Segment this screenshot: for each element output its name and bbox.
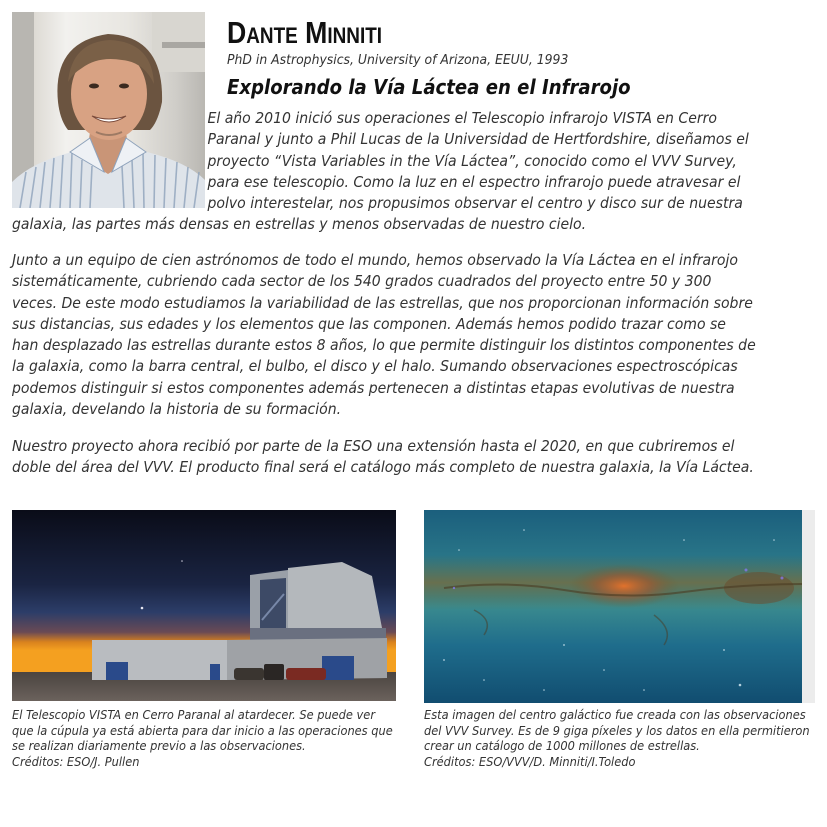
paragraph-line: galaxia, las partes más densas en estrellas y menos observadas de nuestro cielo. [12,215,587,234]
article-title: Explorando la Vía Láctea en el Infrarojo [227,75,631,99]
caption-line: que la cúpula ya está abierta para dar inicio a las operaciones que [12,723,393,738]
paragraph-line: proyecto “Vista Variables in the Vía Láctea”, conocido como el VVV Survey, [207,151,737,170]
galaxy-illustration [424,510,802,703]
galactic-center-frame [424,510,815,703]
paragraph-line: Nuestro proyecto ahora recibió por parte de la ESO una extensión hasta el 2020, en que cubriremos el [12,437,735,455]
telescope-illustration [12,510,396,701]
paragraph-2 [12,250,817,420]
paragraph-line: para ese telescopio. Como la luz en el espectro infrarojo puede atravesar el [207,172,741,191]
paragraph-line: polvo interestelar, nos propusimos observar el centro y disco sur de nuestra [207,194,743,213]
caption-credits: Créditos: ESO/VVV/D. Minniti/I.Toledo [424,754,636,769]
vista-telescope-photo [12,510,396,701]
paragraph-line: podemos distinguir si estos componentes además pertenecen a distintas etapas evolutivas de nuestra [12,378,735,397]
paragraph-line: sistemáticamente, cubriendo cada sector de los 540 grados cuadrados del proyecto entre 50 y 300 [12,272,712,291]
paragraph-1 [12,108,817,236]
caption-line: se realizan diariamente previo a las observaciones. [12,739,306,753]
paragraph-3 [12,436,817,479]
paragraph-line: Paranal y junto a Phil Lucas de la Universidad de Hertfordshire, diseñamos el [207,130,749,149]
author-name: Dante Minniti [227,15,383,50]
figure-caption-right [424,708,827,770]
paragraph-line: la galaxia, como la barra central, el bulbo, el disco y el halo. Sumando observaciones espectroscópicas [12,357,738,376]
caption-line: Esta imagen del centro galáctico fue creada con las observaciones [424,708,806,722]
caption-line: crear un catálogo de 1000 millones de estrellas. [424,739,700,753]
galactic-center-photo [424,510,802,703]
paragraph-line: Junto a un equipo de cien astrónomos de todo el mundo, hemos observado la Vía Láctea en el infrarojo [12,251,738,269]
caption-line: El Telescopio VISTA en Cerro Paranal al atardecer. Se puede ver [12,708,376,722]
caption-credits: Créditos: ESO/J. Pullen [12,754,140,769]
paragraph-line: doble del área del VVV. El producto final será el catálogo más completo de nuestra galaxia, la Vía Láctea. [12,458,754,477]
caption-line: del VVV Survey. Es de 9 giga píxeles y los datos en ella permitieron [424,723,810,738]
paragraph-line: galaxia, develando la historia de su formación. [12,400,342,419]
author-degree: PhD in Astrophysics, University of Arizona, EEUU, 1993 [227,52,569,68]
paragraph-line: veces. De este modo estudiamos la variabilidad de las estrellas, que nos proporcionan información sobre [12,293,753,312]
paragraph-line: sus distancias, sus edades y los elementos que las componen. Además hemos podido trazar como se [12,314,726,333]
paragraph-line: han desplazado las estrellas durante estos 8 años, lo que permite distinguir los distintos componentes de [12,336,756,355]
figure-caption-left [12,708,413,770]
paragraph-line: El año 2010 inició sus operaciones el Telescopio infrarojo VISTA en Cerro [207,109,717,127]
